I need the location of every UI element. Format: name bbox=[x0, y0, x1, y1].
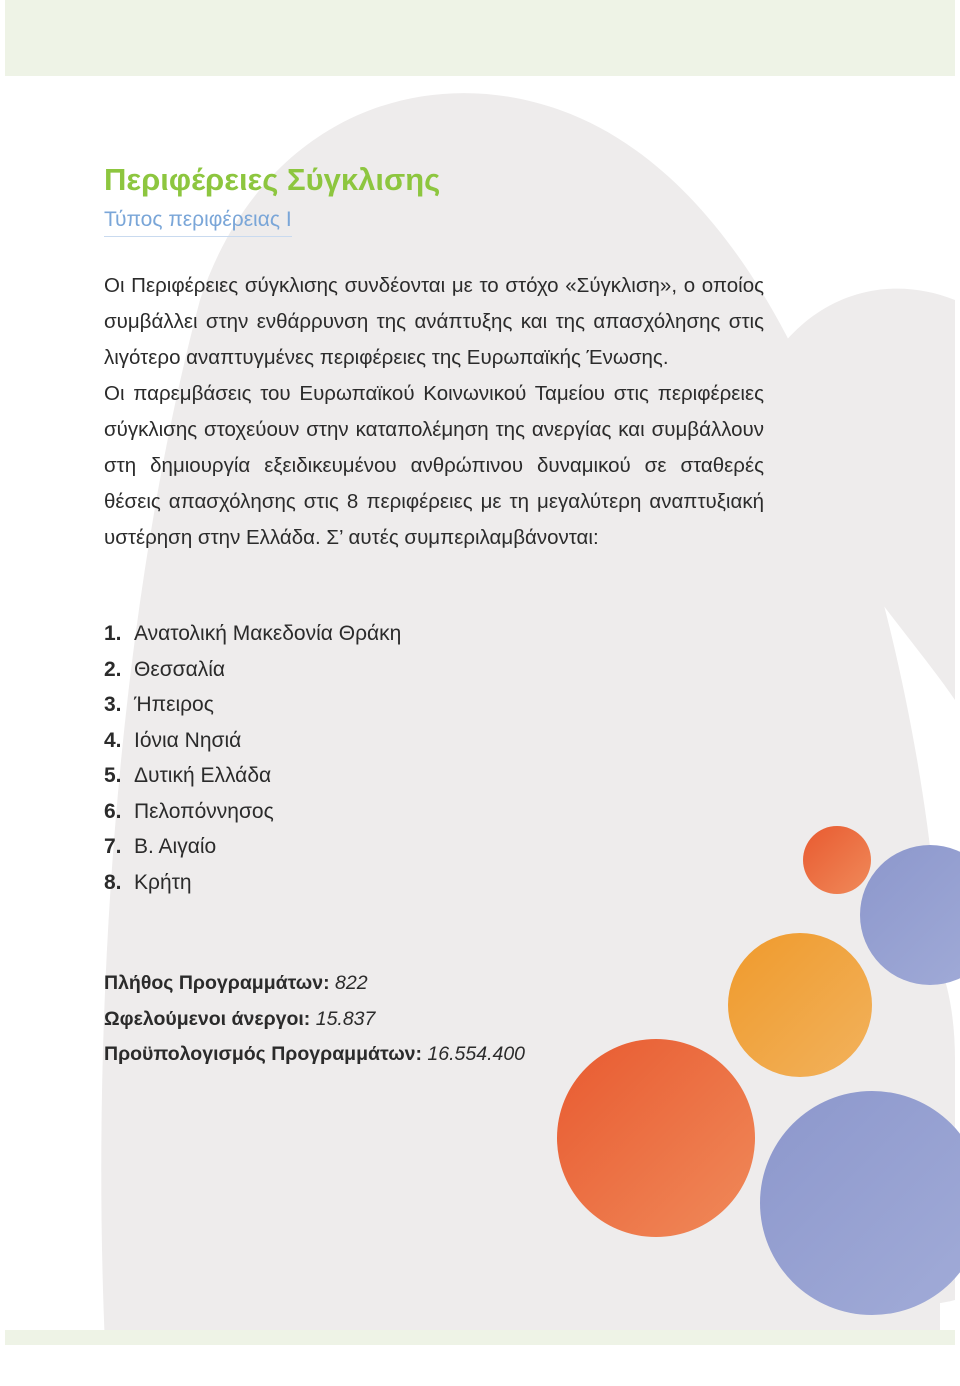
top-band bbox=[5, 0, 955, 76]
list-item-label: Β. Αιγαίο bbox=[134, 835, 217, 858]
list-item-label: Ιόνια Νησιά bbox=[134, 728, 242, 752]
stat-value: 15.837 bbox=[315, 1007, 376, 1030]
content-column bbox=[104, 160, 764, 1073]
list-item bbox=[104, 865, 764, 901]
stat-value: 16.554.400 bbox=[427, 1043, 526, 1065]
list-item bbox=[104, 687, 764, 723]
list-item bbox=[104, 829, 764, 865]
list-item-number: 3. bbox=[104, 693, 122, 716]
list-item-label: Ανατολική Μακεδονία Θράκη bbox=[134, 622, 402, 645]
regions-list bbox=[104, 616, 764, 900]
list-item bbox=[104, 652, 764, 688]
list-item-number: 5. bbox=[104, 764, 122, 787]
stat-programs bbox=[104, 966, 764, 1002]
stat-beneficiaries bbox=[104, 1002, 764, 1038]
list-item-number: 7. bbox=[104, 835, 122, 858]
stat-value: 822 bbox=[335, 972, 368, 994]
stat-label: Προϋπολογισμός Προγραμμάτων: bbox=[104, 1043, 422, 1065]
list-item-number: 8. bbox=[104, 870, 122, 894]
stat-label: Πλήθος Προγραμμάτων: bbox=[104, 972, 330, 994]
list-item bbox=[104, 616, 764, 652]
intro-paragraph: Οι Περιφέρειες σύγκλισης συνδέονται με το στόχο «Σύγκλιση», ο οποίος συμβάλλει στην ενθάρρυνση της ανάπτυξης και της απασχόλησης στις λιγότερο αναπτυγμένες περιφέρειες της Ευρωπαϊκής Ένωσης. bbox=[104, 274, 764, 369]
stats-block bbox=[104, 966, 764, 1073]
list-item-label: Ήπειρος bbox=[134, 693, 214, 716]
list-item-number: 1. bbox=[104, 622, 122, 645]
orange-circle bbox=[803, 826, 871, 894]
list-item-number: 2. bbox=[104, 657, 122, 681]
page-title: Περιφέρειες Σύγκλισης bbox=[104, 162, 441, 197]
list-item-label: Θεσσαλία bbox=[134, 657, 226, 681]
bottom-band bbox=[5, 1330, 955, 1345]
list-item-number: 4. bbox=[104, 728, 122, 752]
stat-label: Ωφελούμενοι άνεργοι: bbox=[104, 1007, 311, 1030]
list-item bbox=[104, 794, 764, 830]
list-item-label: Δυτική Ελλάδα bbox=[134, 764, 272, 787]
stat-budget bbox=[104, 1037, 764, 1073]
interventions-paragraph: Οι παρεμβάσεις του Ευρωπαϊκού Κοινωνικού Ταμείου στις περιφέρειες σύγκλισης στοχεύουν στην καταπολέμηση της ανεργίας και συμβάλλουν στη δημιουργία εξειδικευμένου ανθρώπινου δυναμικού σε σταθερές θέσεις απασχόλησης στις 8 περιφέρειες με τη μεγαλύτερη αναπτυξιακή υστέρηση στην Ελλάδα. Σ’ αυτές συμπεριλαμβάνονται: bbox=[104, 382, 764, 549]
list-item bbox=[104, 758, 764, 794]
page-subtitle: Τύπος περιφέρειας Ι bbox=[104, 206, 292, 237]
list-item-label: Πελοπόννησος bbox=[134, 799, 274, 823]
list-item-label: Κρήτη bbox=[134, 870, 192, 894]
list-item bbox=[104, 723, 764, 759]
list-item-number: 6. bbox=[104, 799, 122, 823]
